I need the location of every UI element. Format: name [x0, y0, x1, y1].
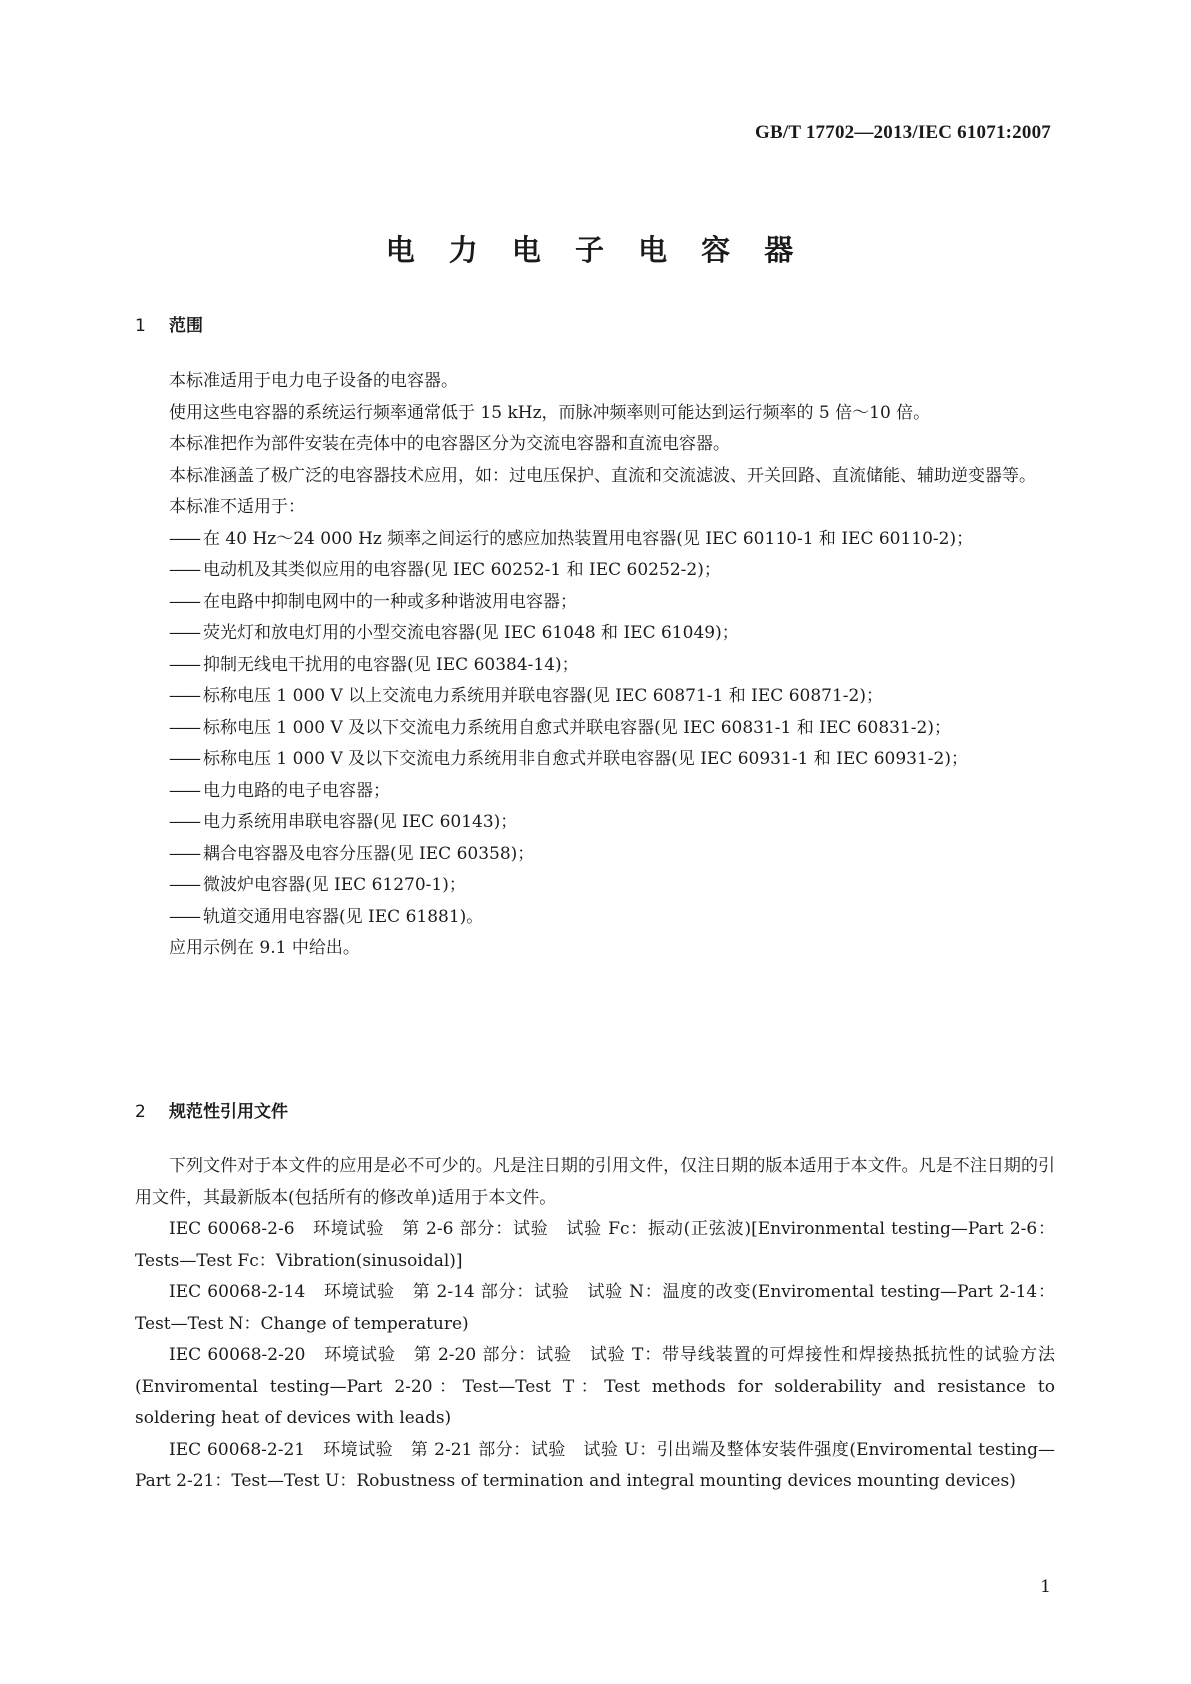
paragraph: 应用示例在 9.1 中给出。 [169, 938, 360, 958]
reference-item: IEC 60068-2-21 环境试验 第 2-21 部分：试验 试验 U：引出端及整体安装件强度(Enviromental testing—Part 2-21：Test—Test U：Robustness of termination and integral mounting devices mounting devices) [135, 1439, 1055, 1491]
paragraph: 本标准把作为部件安装在壳体中的电容器区分为交流电容器和直流电容器。 [169, 434, 730, 454]
section-1-body [135, 366, 1055, 965]
document-title: 电 力 电 子 电 容 器 [385, 233, 806, 267]
list-item: —— 标称电压 1 000 V 及以下交流电力系统用非自愈式并联电容器(见 IEC 60931-1 和 IEC 60931-2)； [169, 749, 968, 769]
list-item: —— 电动机及其类似应用的电容器(见 IEC 60252-1 和 IEC 60252-2)； [169, 560, 721, 580]
reference-item: IEC 60068-2-20 环境试验 第 2-20 部分：试验 试验 T：带导线装置的可焊接性和焊接热抵抗性的试验方法(Enviromental testing—Part 2-20：Test—Test T：Test methods for solderability and resistance to soldering heat of devices with leads) [135, 1345, 1055, 1428]
list-item: —— 电力电路的电子电容器； [169, 780, 390, 801]
list-item: —— 标称电压 1 000 V 及以下交流电力系统用自愈式并联电容器(见 IEC 60831-1 和 IEC 60831-2)； [169, 717, 951, 738]
list-item: —— 微波炉电容器(见 IEC 61270-1)； [169, 875, 466, 895]
list-item: —— 电力系统用串联电容器(见 IEC 60143)； [169, 812, 518, 832]
section-1-heading [135, 311, 203, 336]
paragraph: 使用这些电容器的系统运行频率通常低于 15 kHz，而脉冲频率则可能达到运行频率的 5 倍～10 倍。 [169, 402, 931, 423]
list-item: —— 荧光灯和放电灯用的小型交流电容器(见 IEC 61048 和 IEC 61049)； [169, 623, 739, 643]
paragraph: 本标准涵盖了极广泛的电容器技术应用，如：过电压保护、直流和交流滤波、开关回路、直流储能、辅助逆变器等。 [169, 465, 1036, 486]
section-2-heading [135, 1097, 288, 1122]
section-2-number: 2 [135, 1102, 146, 1122]
reference-item: IEC 60068-2-14 环境试验 第 2-14 部分：试验 试验 N：温度的改变(Enviromental testing—Part 2-14：Test—Test N：Change of temperature) [135, 1282, 1055, 1334]
paragraph: 本标准适用于电力电子设备的电容器。 [169, 371, 458, 391]
section-2-body [135, 1151, 1055, 1498]
section-1-title: 范围 [169, 316, 203, 336]
list-item: —— 抑制无线电干扰用的电容器(见 IEC 60384-14)； [169, 654, 579, 675]
standard-code: GB/T 17702—2013/IEC 61071:2007 [755, 122, 1051, 143]
paragraph: 本标准不适用于： [169, 497, 305, 517]
section-1-number: 1 [135, 316, 146, 336]
reference-item: IEC 60068-2-6 环境试验 第 2-6 部分：试验 试验 Fc：振动(正弦波)[Environmental testing—Part 2-6：Tests—Test Fc：Vibration(sinusoidal)] [135, 1219, 1055, 1271]
exclusion-list [135, 524, 1055, 934]
list-item: —— 标称电压 1 000 V 以上交流电力系统用并联电容器(见 IEC 60871-1 和 IEC 60871-2)； [169, 686, 883, 706]
list-item: —— 轨道交通用电容器(见 IEC 61881)。 [169, 906, 484, 927]
list-item: —— 在 40 Hz～24 000 Hz 频率之间运行的感应加热装置用电容器(见 IEC 60110-1 和 IEC 60110-2)； [169, 528, 974, 549]
list-item: —— 在电路中抑制电网中的一种或多种谐波用电容器； [169, 591, 577, 612]
section-2-title: 规范性引用文件 [169, 1102, 288, 1122]
list-item: —— 耦合电容器及电容分压器(见 IEC 60358)； [169, 843, 535, 864]
paragraph: 下列文件对于本文件的应用是必不可少的。凡是注日期的引用文件，仅注日期的版本适用于本文件。凡是不注日期的引用文件，其最新版本(包括所有的修改单)适用于本文件。 [135, 1156, 1055, 1208]
page-number: 1 [1040, 1577, 1051, 1597]
